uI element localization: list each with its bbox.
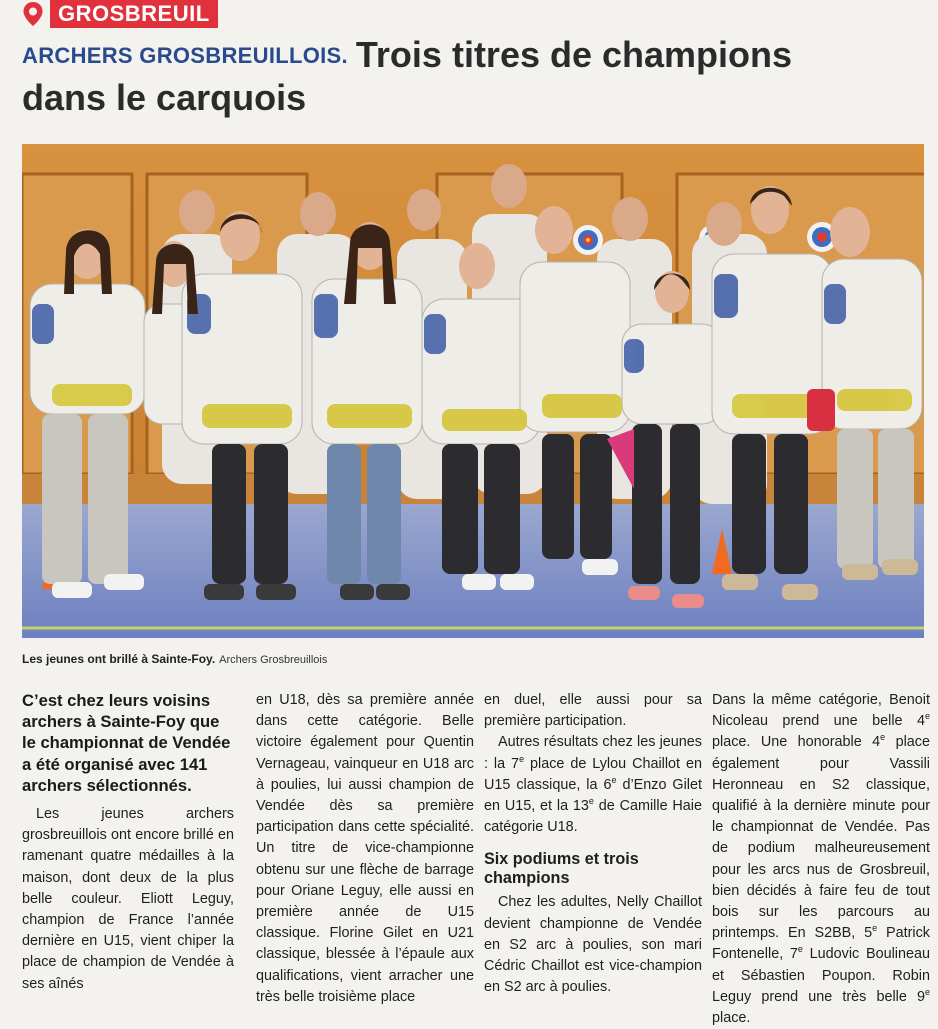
headline-title-part2: dans le carquois [22, 77, 307, 118]
caption-text: Les jeunes ont brillé à Sainte-Foy. [22, 652, 216, 666]
article-paragraph: Dans la même catégorie, Benoit Nicoleau prend une belle 4e place. Une honorable 4e place également pour Vassili Heronneau en S2 classique, qualifié à la dernière minute pour le championnat de Vendée. Pas de podium malheureusement pour les arcs nus de Grosbreuil, bien décidés à faire feu de tout bois sur les parcours au printemps. En S2BB, 5e Patrick Fontenelle, 7e Ludovic Boulineau et Sébastien Poupon. Robin Leguy prend une très belle 9e place. [712, 692, 930, 1027]
article-column-2 [256, 690, 474, 1008]
article-paragraph: en duel, elle aussi pour sa première participation. [484, 692, 702, 730]
section-kicker [22, 0, 218, 28]
section-label: GROSBREUIL [50, 0, 218, 28]
article-paragraph: en U18, dès sa première année dans cette catégorie. Belle victoire également pour Quentin Vernageau, vainqueur en U18 arc à poulies, lui aussi champion de Vendée dès sa première participation dans cette spécialité. Un titre de vice-championne obtenu sur une flèche de barrage pour Oriane Leguy, elle aussi en première année de U15 classique. Florine Gilet en U21 classique, blessée à l’épaule aux qualifications, vient arracher une très belle troisième place [256, 692, 474, 1005]
article-subhead: Six podiums et trois champions [484, 850, 639, 888]
photo-credit: Archers Grosbreuillois [219, 654, 328, 666]
location-pin-icon [22, 1, 44, 27]
article-paragraph: Autres résultats chez les jeunes : la 7e place de Lylou Chaillot en U15 classique, la 6e d’Enzo Gilet en U15, et la 13e de Camille Haie catégorie U18. [484, 734, 702, 836]
article-column-1 [22, 690, 234, 995]
bleed-through-text [240, 0, 920, 34]
club-name: ARCHERS GROSBREUILLOIS. [22, 43, 348, 68]
photo-caption [22, 652, 327, 666]
article-paragraph: Chez les adultes, Nelly Chaillot devient championne de Vendée en S2 arc à poulies, son mari Cédric Chaillot est vice-champion en S2 arc à poulies. [484, 894, 702, 996]
article-column-4 [712, 690, 930, 1029]
group-photo [22, 144, 924, 638]
article-column-3 [484, 690, 702, 998]
article-lead: C’est chez leurs voisins archers à Sainte-Foy que le championnat de Vendée a été organisé avec 141 archers sélectionnés. [22, 691, 231, 795]
headline-title-part1: Trois titres de champions [355, 34, 793, 75]
article-headline [22, 34, 922, 119]
article-paragraph: Les jeunes archers grosbreuillois ont encore brillé en ramenant quatre médailles à la maison, dont deux de la plus belle couleur. Eliott Leguy, champion de France l’année dernière en U15, vient chiper la place de champion de Vendée à ses aînés [22, 806, 234, 992]
